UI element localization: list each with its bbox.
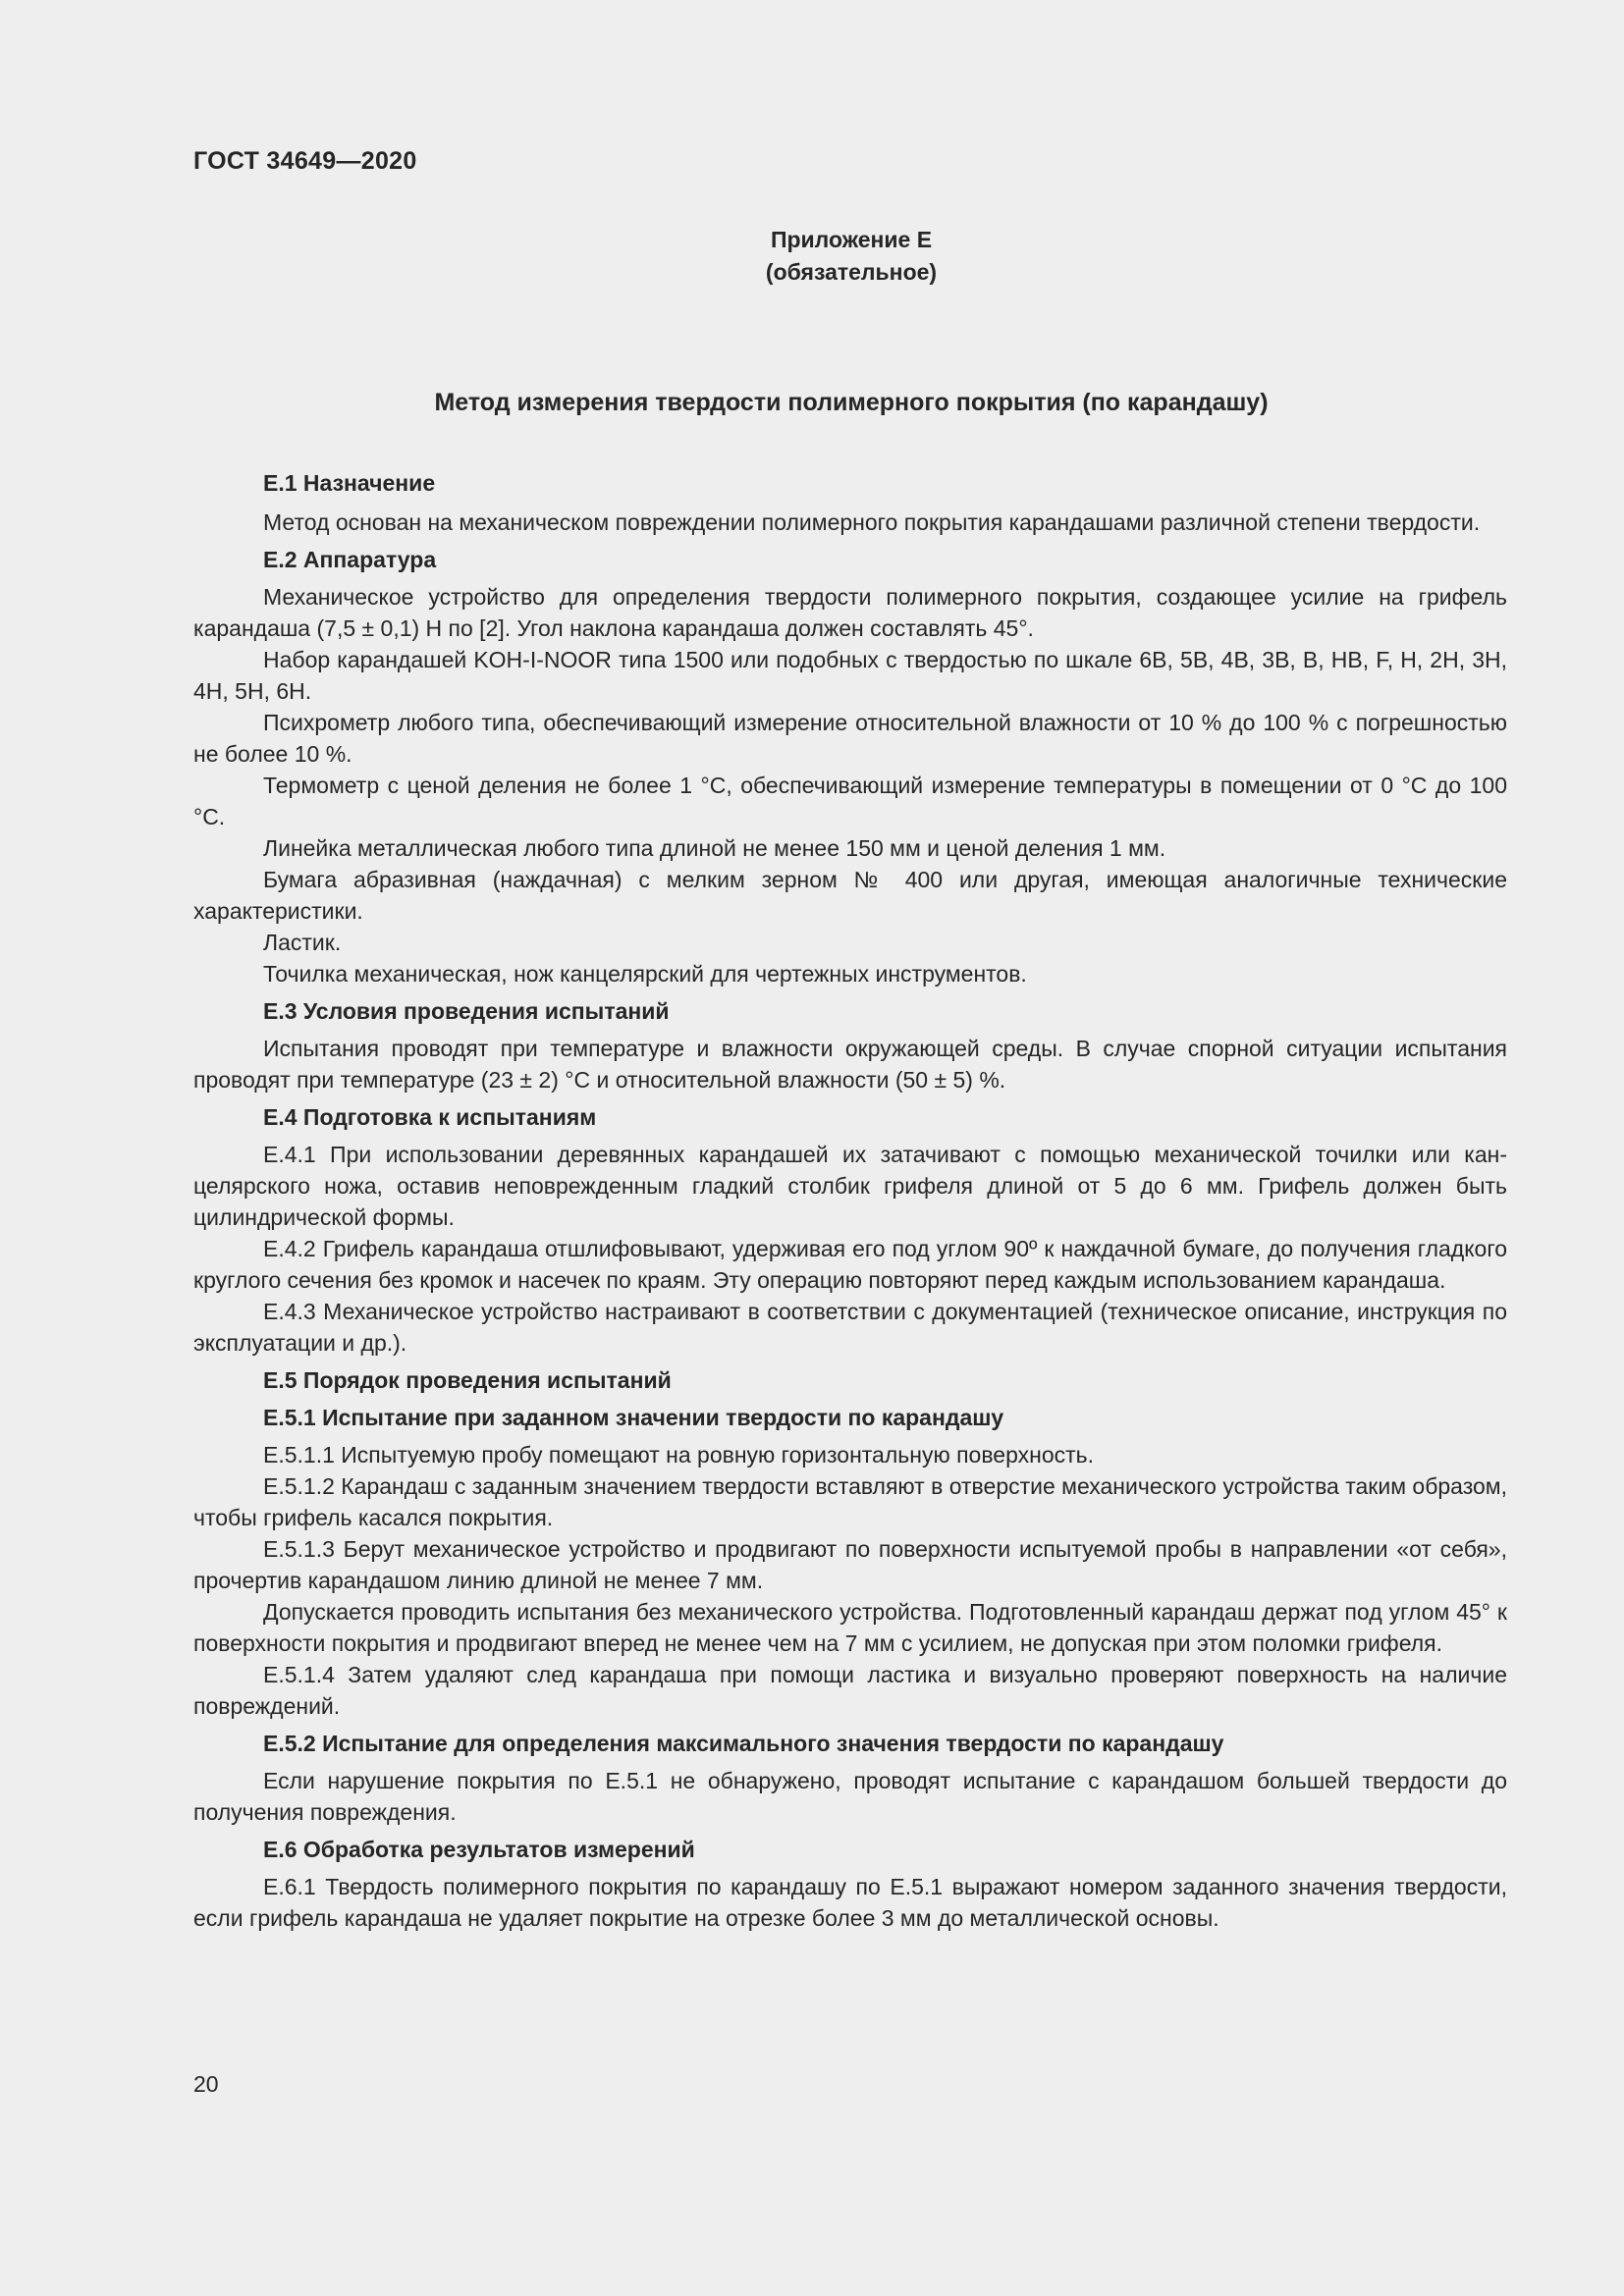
paragraph: Если нарушение покрытия по Е.5.1 не обнаружено, проводят испытание с карандашом большей твердости до получения повреждения. (193, 1768, 1507, 1825)
section-heading-e4: Е.4 Подготовка к испытаниям (263, 1104, 597, 1130)
paragraph: Е.4.2 Грифель карандаша отшлифовывают, удерживая его под углом 90º к наждачной бумаге, до получения гладкого круглого сечения без кромок и насечек по краям. Эту операцию повторяют перед каждым использованием карандаша. (193, 1236, 1507, 1293)
paragraph: Термометр с ценой деления не более 1 °C, обеспечивающий измерение температуры в помещении от 0 °C до 100 °C. (193, 773, 1507, 829)
paragraph: Е.4.1 При использовании деревянных карандашей их затачивают с помощью механической точилки или канцелярского ножа, оставив неповрежденным гладкий столбик грифеля длиной от 5 до 6 мм. Грифель должен быть цилиндрической формы. (193, 1142, 1507, 1230)
paragraph: Испытания проводят при температуре и влажности окружающей среды. В случае спорной ситуации испытания проводят при температуре (23 ± 2) °C и относительной влажности (50 ± 5) %. (193, 1036, 1507, 1093)
page-number: 20 (193, 2071, 219, 2097)
section-heading-e1: Е.1 Назначение (263, 470, 436, 496)
subsection-heading-e52: Е.5.2 Испытание для определения максимального значения твердости по карандашу (263, 1731, 1224, 1756)
paragraph: Психрометр любого типа, обеспечивающий измерение относительной влажности от 10 % до 100 % с погрешностью не более 10 %. (193, 710, 1507, 767)
paragraph: Точилка механическая, нож канцелярский для чертежных инструментов. (263, 961, 1027, 987)
paragraph: Е.6.1 Твердость полимерного покрытия по карандашу по Е.5.1 выражают номером заданного значения твердости, если грифель карандаша не удаляет покрытие на отрезке более 3 мм до металлической основы. (193, 1874, 1507, 1931)
paragraph: Набор карандашей KOH-I-NOOR типа 1500 или подобных с твердостью по шкале 6B, 5B, 4B, 3B, B, HB, F, H, 2H, 3H, 4H, 5H, 6H. (193, 647, 1507, 704)
subsection-heading-e51: Е.5.1 Испытание при заданном значении твердости по карандашу (263, 1405, 1004, 1430)
appendix-status: (обязательное) (765, 259, 938, 285)
paragraph: Е.5.1.2 Карандаш с заданным значением твердости вставляют в отверстие механического устройства таким образом, чтобы грифель касался покрытия. (193, 1473, 1507, 1530)
paragraph: Е.5.1.3 Берут механическое устройство и продвигают по поверхности испытуемой пробы в направлении «от себя», прочертив карандашом линию длиной не менее 7 мм. (193, 1536, 1507, 1593)
paragraph: Е.5.1.1 Испытуемую пробу помещают на ровную горизонтальную поверхность. (263, 1442, 1095, 1468)
document-body (193, 467, 1507, 1934)
appendix-heading (193, 224, 1509, 289)
section-heading-e2: Е.2 Аппаратура (263, 547, 437, 572)
paragraph: Метод основан на механическом повреждении полимерного покрытия карандашами различной степени твердости. (263, 509, 1481, 535)
page-title: Метод измерения твердости полимерного покрытия (по карандашу) (434, 389, 1269, 416)
paragraph: Е.5.1.4 Затем удаляют след карандаша при помощи ластика и визуально проверяют поверхность на наличие повреждений. (193, 1662, 1507, 1719)
section-heading-e3: Е.3 Условия проведения испытаний (263, 998, 670, 1024)
paragraph: Допускается проводить испытания без механического устройства. Подготовленный карандаш держат под углом 45° к поверхности покрытия и продвигают вперед не менее чем на 7 мм с усилием, не допуская при этом поломки грифеля. (193, 1599, 1507, 1656)
paragraph: Механическое устройство для определения твердости полимерного покрытия, создающее усилие на грифель карандаша (7,5 ± 0,1) Н по [2]. Угол наклона карандаша должен составлять 45°. (193, 584, 1507, 641)
paragraph: Ластик. (263, 930, 342, 955)
appendix-title: Приложение Е (770, 227, 933, 252)
paragraph: Е.4.3 Механическое устройство настраивают в соответствии с документацией (техническое описание, инструкция по эксплуатации и др.). (193, 1299, 1507, 1356)
document-code: ГОСТ 34649—2020 (193, 147, 417, 175)
paragraph: Линейка металлическая любого типа длиной не менее 150 мм и ценой деления 1 мм. (263, 835, 1166, 861)
section-heading-e5: Е.5 Порядок проведения испытаний (263, 1367, 672, 1393)
paragraph: Бумага абразивная (наждачная) с мелким зерном № 400 или другая, имеющая аналогичные технические характеристики. (193, 867, 1507, 924)
section-heading-e6: Е.6 Обработка результатов измерений (263, 1837, 695, 1862)
